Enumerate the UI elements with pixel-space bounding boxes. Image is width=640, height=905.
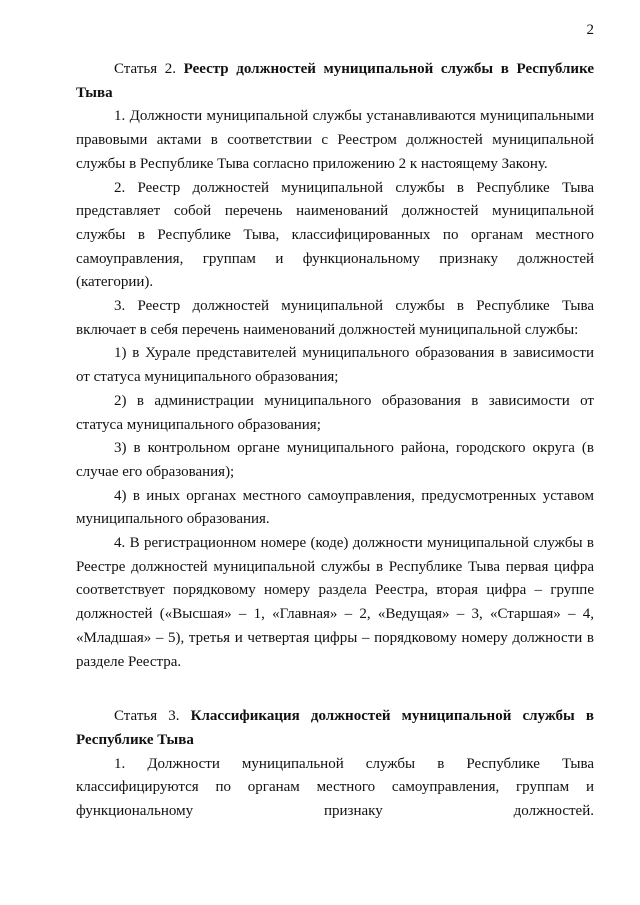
article-2-label: Статья 2. bbox=[114, 61, 176, 77]
article-3-paragraph-1: 1. Должности муниципальной службы в Республике Тыва классифицируются по органам местного самоуправления, группам и функциональному признаку должностей. bbox=[76, 755, 594, 820]
document-body bbox=[76, 58, 594, 824]
article-2-paragraph-1: 1. Должности муниципальной службы устанавливаются муниципальными правовыми актами в соответствии с Реестром должностей муниципальной службы в Республике Тыва согласно приложению 2 к настоящему Закону. bbox=[76, 108, 594, 172]
article-2-item-4: 4) в иных органах местного самоуправления, предусмотренных уставом муниципального образования. bbox=[76, 487, 594, 528]
page-number: 2 bbox=[586, 22, 594, 38]
article-2-paragraph-4: 4. В регистрационном номере (коде) должности муниципальной службы в Реестре должностей муниципальной службы в Республике Тыва первая цифра соответствует порядковому номеру раздела Реестра, вторая цифра – группе должностей («Высшая» – 1, «Главная» – 2, «Ведущая» – 3, «Старшая» – 4, «Младшая» – 5), третья и четвертая цифры – порядковому номеру должности в разделе Реестра. bbox=[76, 535, 594, 670]
article-2-paragraph-2: 2. Реестр должностей муниципальной службы в Республике Тыва представляет собой перечень наименований должностей муниципальной службы в Республике Тыва, классифицированных по органам местного самоуправления, группам и функциональному признаку должностей (категории). bbox=[76, 179, 594, 291]
article-2-title: Реестр должностей муниципальной службы в Республике Тыва bbox=[76, 61, 594, 101]
article-2-heading bbox=[76, 58, 594, 105]
article-3-label: Статья 3. bbox=[114, 708, 180, 725]
article-2 bbox=[76, 58, 594, 674]
article-2-item-3: 3) в контрольном органе муниципального района, городского округа (в случае его образования); bbox=[76, 440, 594, 480]
article-3 bbox=[76, 705, 594, 824]
article-2-item-1: 1) в Хурале представителей муниципального образования в зависимости от статуса муниципального образования; bbox=[76, 345, 594, 386]
article-3-title: Классификация должностей муниципальной службы в Республике Тыва bbox=[76, 708, 594, 748]
article-2-item-2: 2) в администрации муниципального образования в зависимости от статуса муниципального образования; bbox=[76, 392, 594, 433]
article-3-heading bbox=[76, 705, 594, 752]
article-2-paragraph-3: 3. Реестр должностей муниципальной службы в Республике Тыва включает в себя перечень наименований должностей муниципальной службы: bbox=[76, 298, 594, 338]
